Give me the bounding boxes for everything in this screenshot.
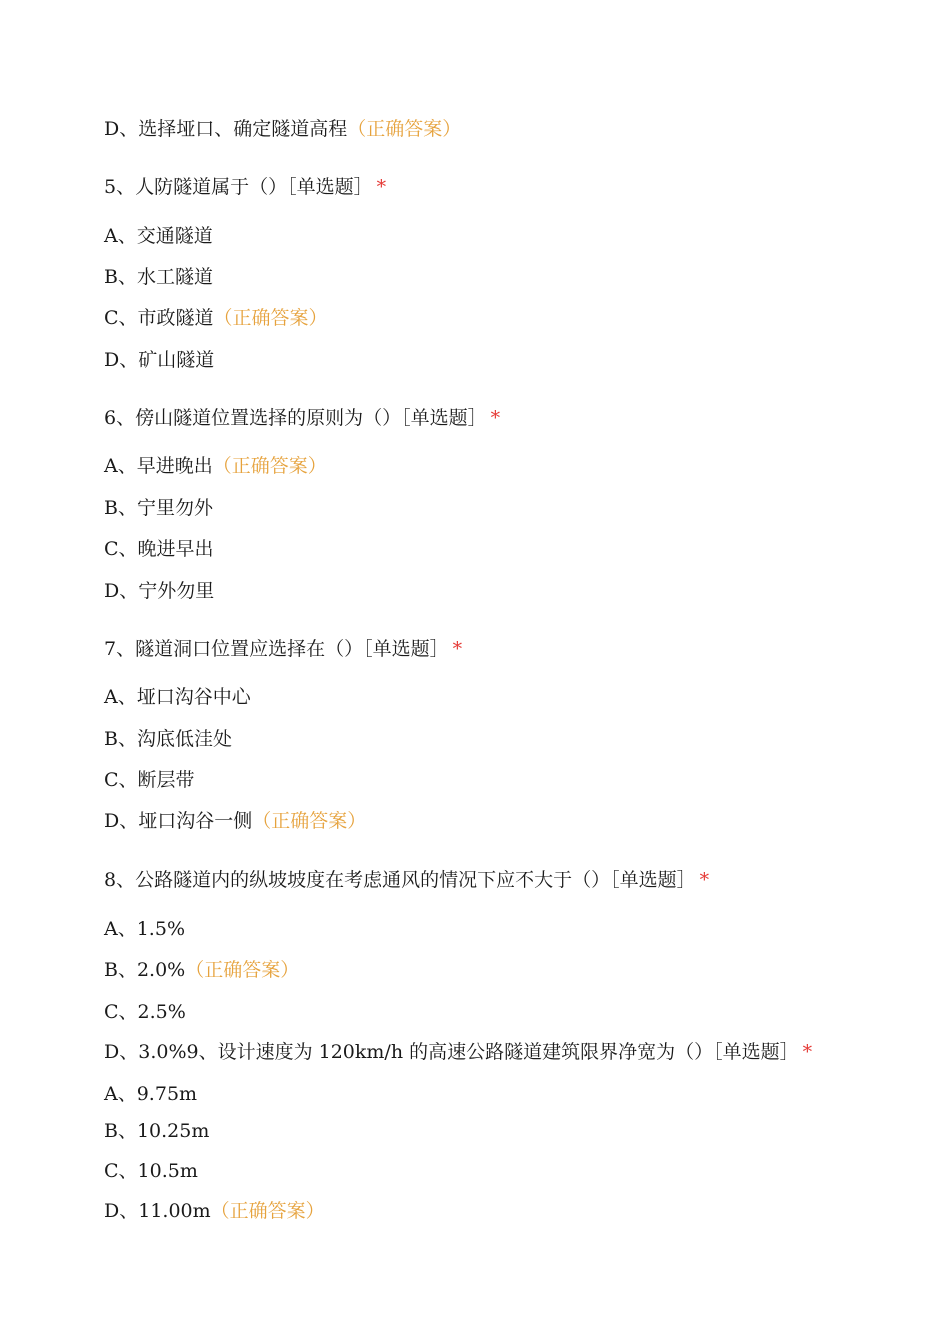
- option-text: B、10.25m: [104, 1120, 210, 1142]
- question-text: 8、公路隧道内的纵坡坡度在考虑通风的情况下应不大于（）［单选题］: [104, 869, 696, 891]
- option-text: D、矿山隧道: [104, 349, 215, 371]
- question-text: D、3.0%9、设计速度为 120km/h 的高速公路隧道建筑限界净宽为（）［单选题］: [104, 1041, 799, 1063]
- option-item: [104, 537, 214, 561]
- option-text: B、水工隧道: [104, 266, 213, 288]
- correct-answer-label: （正确答案）: [347, 118, 462, 140]
- option-text: C、晚进早出: [104, 538, 214, 560]
- option-text: C、市政隧道: [104, 307, 214, 329]
- option-item: [104, 496, 213, 520]
- question-title: [104, 175, 386, 199]
- option-item: [104, 727, 232, 751]
- option-text: B、沟底低洼处: [104, 728, 232, 750]
- correct-answer-label: （正确答案）: [185, 959, 300, 981]
- option-text: C、断层带: [104, 769, 195, 791]
- correct-answer-label: （正确答案）: [213, 307, 328, 329]
- option-text: D、垭口沟谷一侧: [104, 810, 253, 832]
- required-mark: *: [490, 407, 501, 429]
- question-title: [104, 868, 709, 892]
- option-item: [104, 917, 185, 941]
- option-item: [104, 1000, 186, 1024]
- option-text: A、交通隧道: [104, 225, 213, 247]
- option-text: B、宁里勿外: [104, 497, 213, 519]
- question-title: [104, 1040, 812, 1064]
- option-item: [104, 265, 213, 289]
- question-title: [104, 406, 500, 430]
- option-text: D、选择垭口、确定隧道高程: [104, 118, 348, 140]
- required-mark: *: [802, 1041, 813, 1063]
- option-item: [104, 685, 251, 709]
- required-mark: *: [452, 638, 463, 660]
- question-text: 7、隧道洞口位置应选择在（）［单选题］: [104, 638, 449, 660]
- option-item: [104, 117, 461, 141]
- option-text: A、1.5%: [104, 918, 185, 940]
- option-item: [104, 224, 213, 248]
- option-text: A、早进晚出: [104, 455, 213, 477]
- option-item: [104, 306, 328, 330]
- correct-answer-label: （正确答案）: [252, 810, 367, 832]
- option-item: [104, 1119, 209, 1143]
- option-item: [104, 454, 327, 478]
- question-text: 5、人防隧道属于（）［单选题］: [104, 176, 373, 198]
- option-item: [104, 809, 366, 833]
- option-text: C、2.5%: [104, 1001, 186, 1023]
- option-item: [104, 958, 299, 982]
- option-item: [104, 579, 214, 603]
- option-text: A、垭口沟谷中心: [104, 686, 251, 708]
- option-item: [104, 1199, 325, 1223]
- option-item: [104, 768, 195, 792]
- option-text: C、10.5m: [104, 1160, 198, 1182]
- correct-answer-label: （正确答案）: [212, 455, 327, 477]
- option-item: [104, 1082, 197, 1106]
- correct-answer-label: （正确答案）: [210, 1200, 325, 1222]
- required-mark: *: [376, 176, 387, 198]
- question-title: [104, 637, 462, 661]
- required-mark: *: [699, 869, 710, 891]
- option-item: [104, 1159, 198, 1183]
- option-text: A、9.75m: [104, 1083, 198, 1105]
- option-text: D、11.00m: [104, 1200, 211, 1222]
- option-item: [104, 348, 214, 372]
- question-text: 6、傍山隧道位置选择的原则为（）［单选题］: [104, 407, 487, 429]
- option-text: B、2.0%: [104, 959, 186, 981]
- option-text: D、宁外勿里: [104, 580, 215, 602]
